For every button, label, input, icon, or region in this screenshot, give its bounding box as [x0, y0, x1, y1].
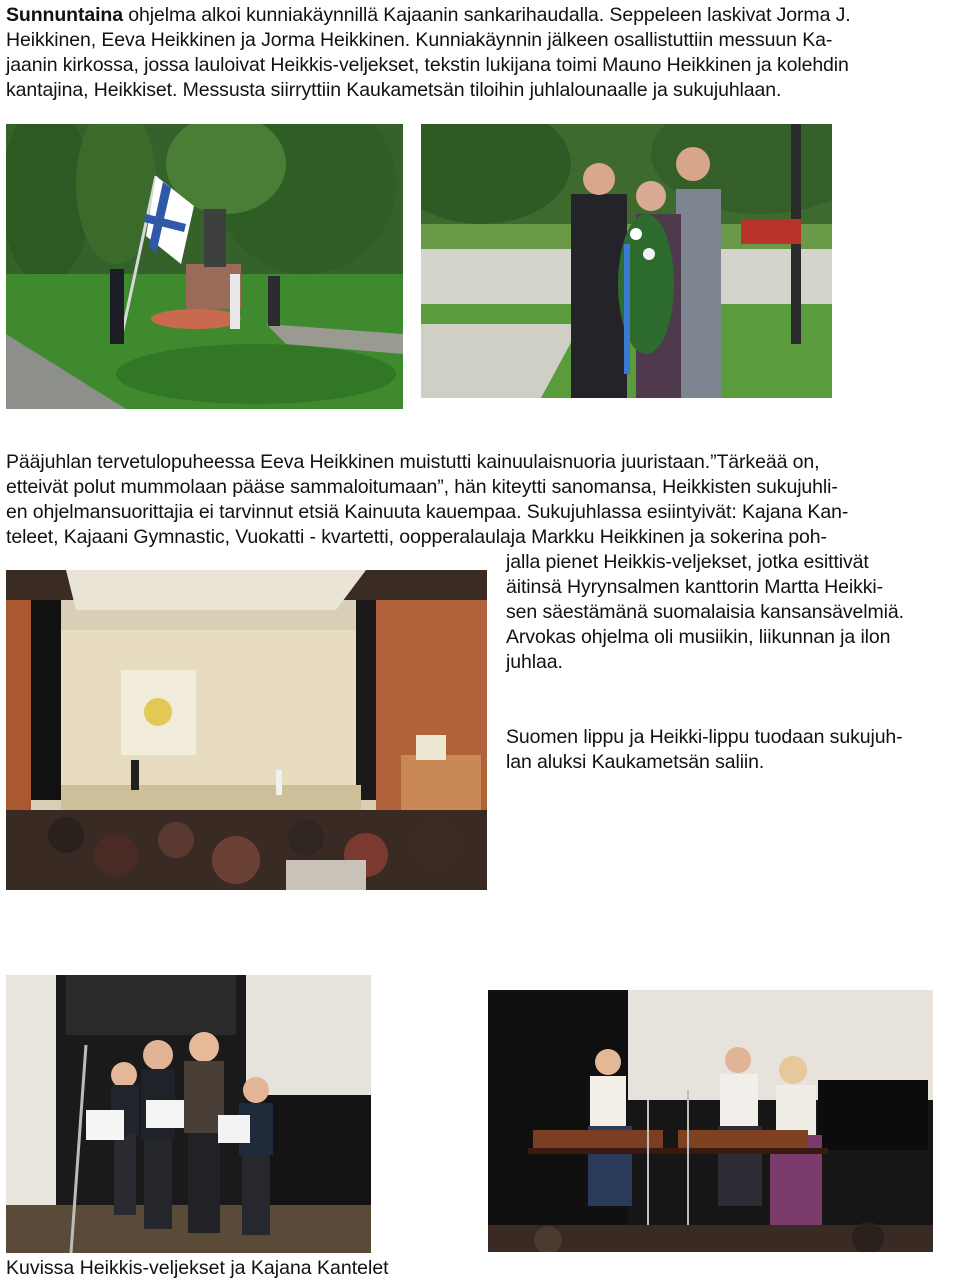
main-wrap-line-3: sen säestämänä suomalaisia kansansävelmiä. [506, 601, 904, 623]
main-paragraph-wrapped [506, 550, 904, 675]
photo-memorial [6, 124, 403, 409]
intro-line-4: kantajina, Heikkiset. Messusta siirryttiin Kaukametsän tiloihin juhlalounaalle ja sukujuhlaan. [6, 79, 782, 101]
intro-line-2: Heikkinen, Eeva Heikkinen ja Jorma Heikkinen. Kunniakäynnin jälkeen osallistuttiin messuun Ka- [6, 29, 833, 51]
photo-brothers [6, 975, 371, 1253]
main-line-3: en ohjelmansuorittajia ei tarvinnut etsiä Kainuuta kauempaa. Sukujuhlassa esiintyivät: Kajana Kan- [6, 501, 849, 523]
main-wrap-line-5: juhlaa. [506, 651, 563, 673]
bottom-caption: Kuvissa Heikkis-veljekset ja Kajana Kantelet [6, 1257, 389, 1279]
main-line-1: Pääjuhlan tervetulopuheessa Eeva Heikkinen muistutti kainuulaisnuoria juuristaan.”Tärkeää on, [6, 451, 820, 473]
main-wrap-line-4: Arvokas ohjelma oli musiikin, liikunnan ja ilon [506, 626, 891, 648]
photo-hall [6, 570, 487, 890]
intro-lead-word: Sunnuntaina [6, 4, 123, 26]
main-line-4: teleet, Kajaani Gymnastic, Vuokatti - kvartetti, oopperalaulaja Markku Heikkinen ja sokerina poh- [6, 526, 827, 548]
photo-kantele [488, 990, 933, 1252]
flag-caption-line-2: lan aluksi Kaukametsän saliin. [506, 751, 765, 773]
intro-line-1: Sunnuntaina ohjelma alkoi kunniakäynnillä Kajaanin sankarihaudalla. Seppeleen laskivat Jorma J. [6, 4, 851, 26]
main-line-2: etteivät polut mummolaan pääse sammaloitumaan”, hän kiteytti sanomansa, Heikkisten sukujuhli- [6, 476, 838, 498]
main-wrap-line-1: jalla pienet Heikkis-veljekset, jotka esittivät [506, 551, 869, 573]
main-paragraph [6, 450, 848, 550]
flag-caption [506, 725, 903, 775]
main-wrap-line-2: äitinsä Hyrynsalmen kanttorin Martta Heikki- [506, 576, 884, 598]
flag-caption-line-1: Suomen lippu ja Heikki-lippu tuodaan sukujuh- [506, 726, 903, 748]
intro-line-3: jaanin kirkossa, jossa lauloivat Heikkis-veljekset, tekstin lukijana toimi Mauno Heikkinen ja kolehdin [6, 54, 849, 76]
photo-wreath [421, 124, 832, 398]
intro-paragraph [6, 3, 851, 103]
